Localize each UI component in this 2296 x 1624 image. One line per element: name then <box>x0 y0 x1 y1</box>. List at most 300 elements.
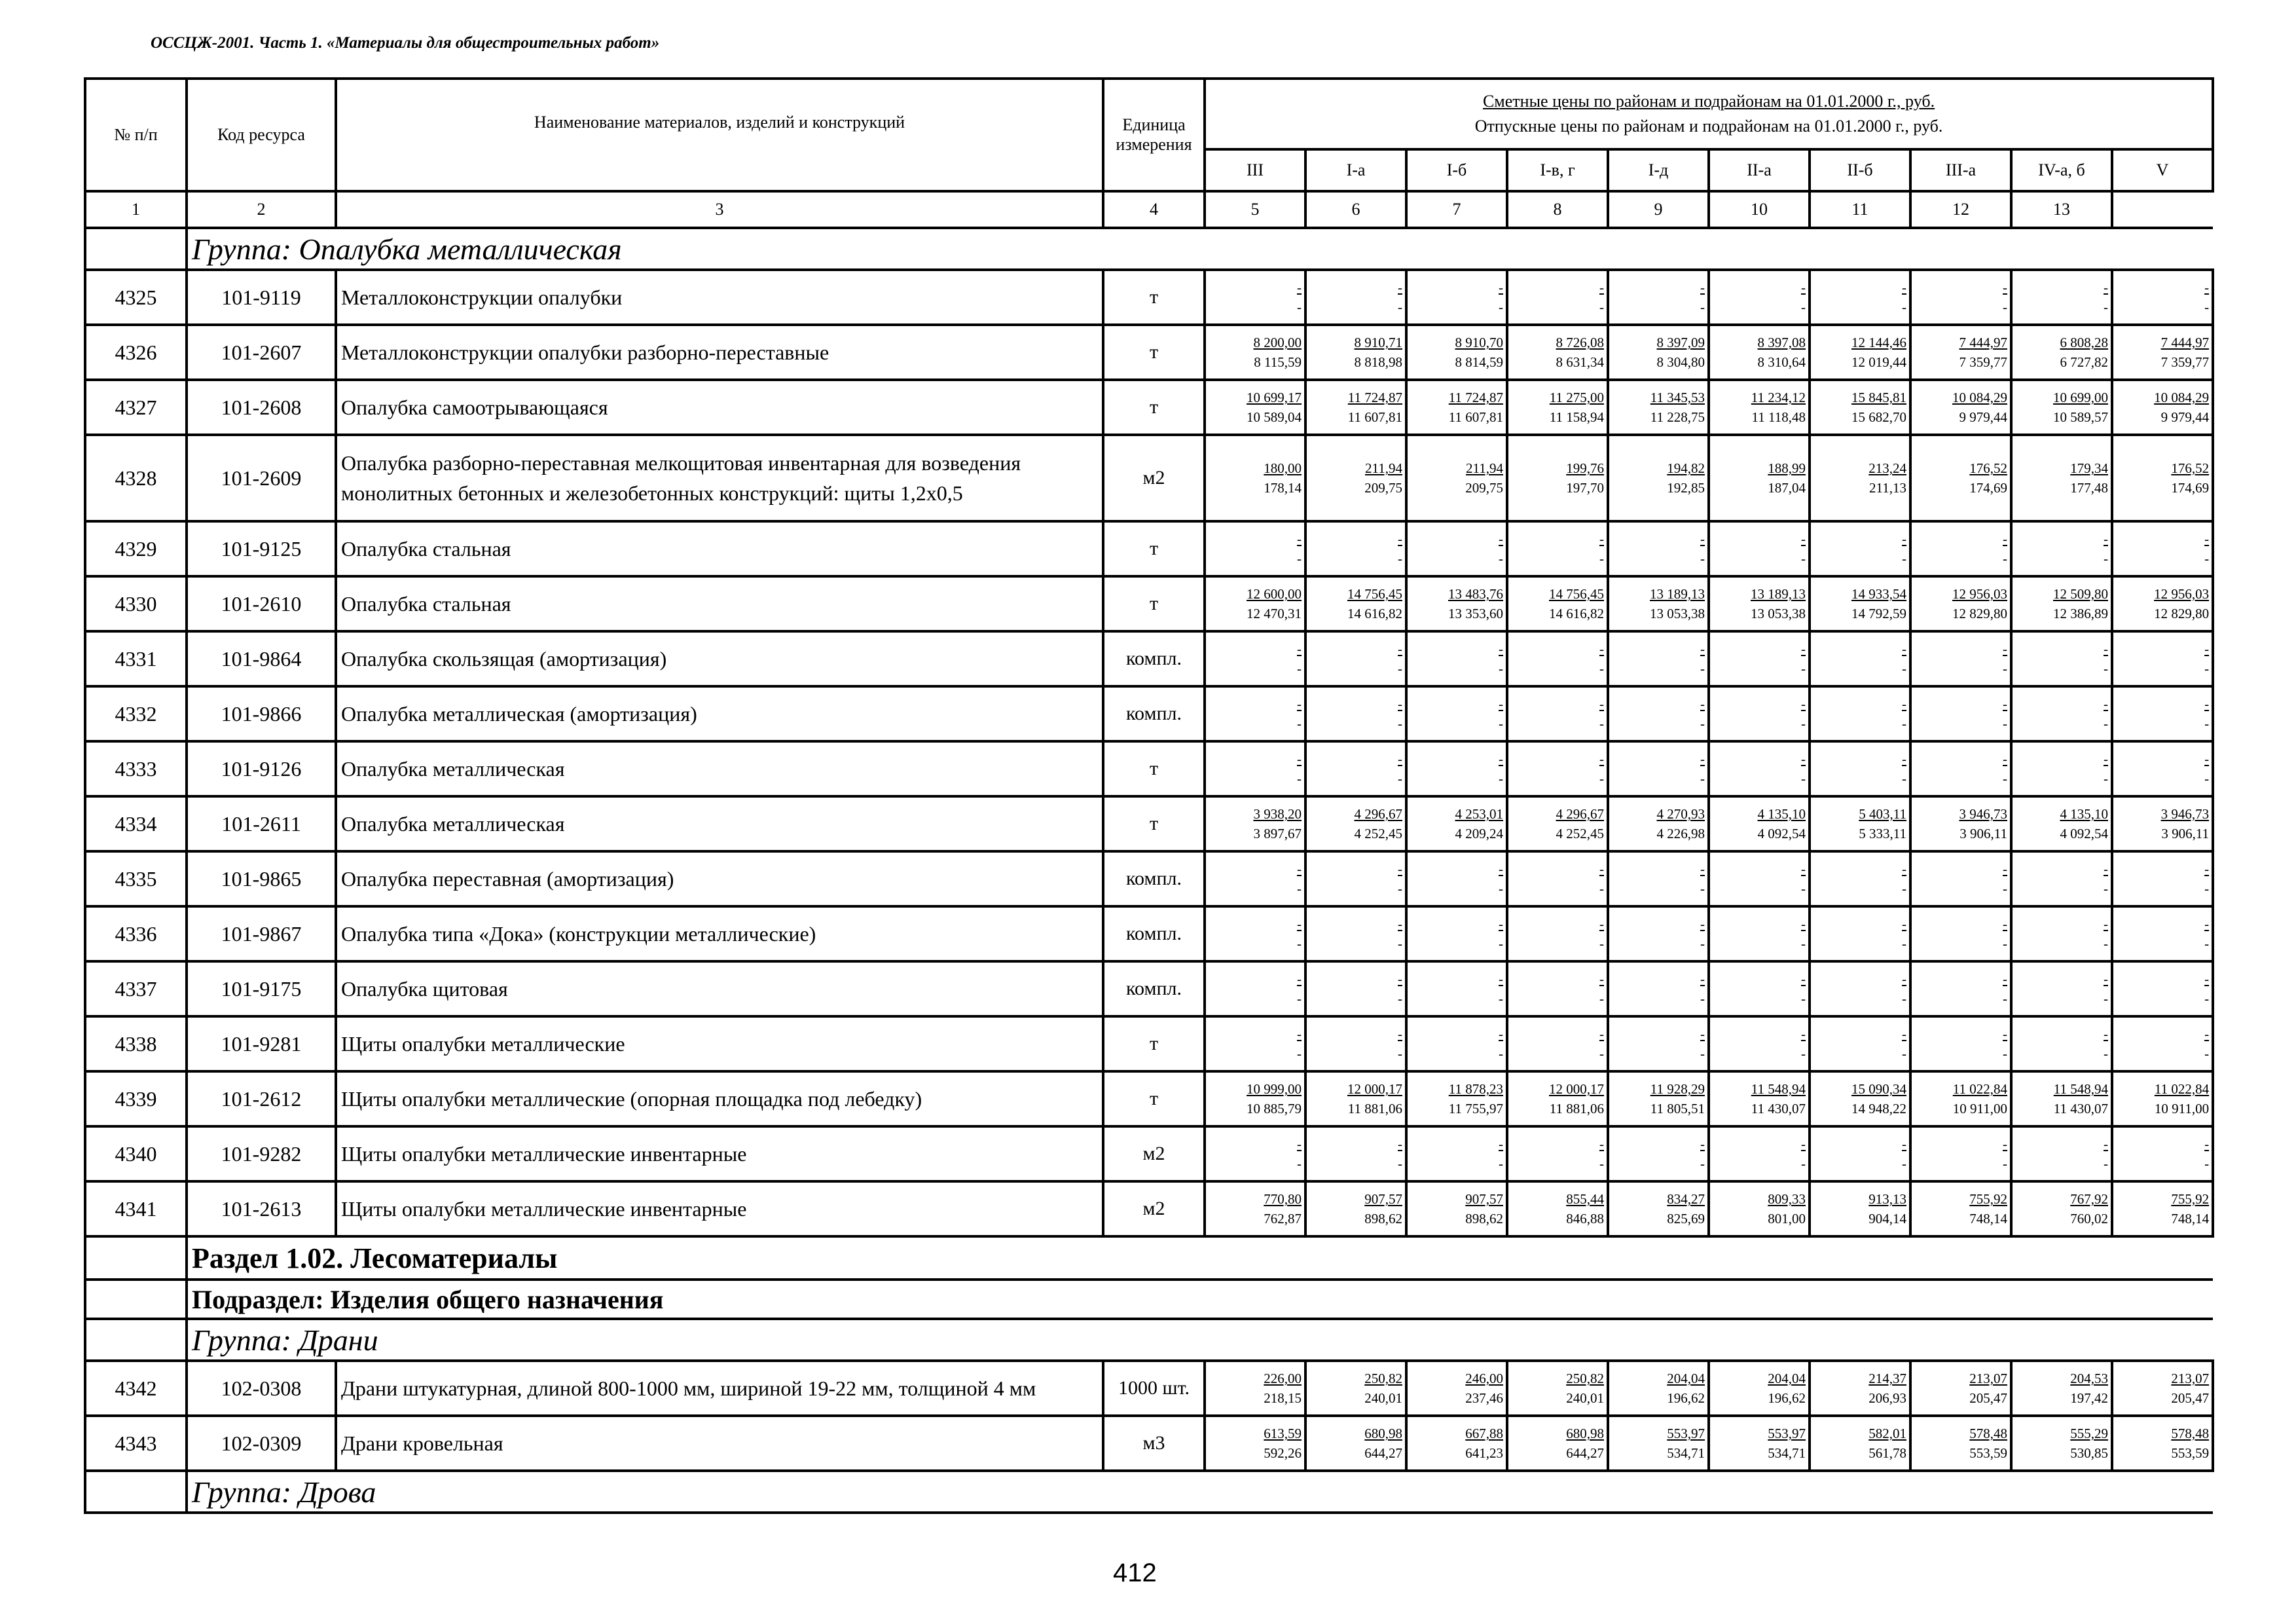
estimate-price: - <box>2204 1026 2210 1042</box>
material-name: Щиты опалубки металлические <box>336 1016 1103 1071</box>
release-price: - <box>1801 1156 1806 1172</box>
table-row <box>85 851 2213 906</box>
release-price: 205,47 <box>1969 1390 2007 1406</box>
release-price: - <box>2003 661 2007 676</box>
prices-title-estimate: Сметные цены по районам и подрайонам на 01.01.2000 г., руб. <box>1482 92 1935 111</box>
estimate-price: - <box>1902 1136 1906 1152</box>
table-body <box>85 228 2213 1513</box>
price-cell <box>1205 906 1305 961</box>
column-number-cell: 2 <box>187 191 336 228</box>
release-price: 13 053,38 <box>1751 606 1806 621</box>
price-cell <box>2011 380 2112 435</box>
release-price: 11 607,81 <box>1347 409 1402 425</box>
release-price: - <box>1499 551 1503 566</box>
resource-code: 101-2607 <box>187 325 336 380</box>
estimate-price: - <box>1801 751 1806 767</box>
estimate-price: - <box>1499 916 1503 932</box>
release-price: 11 607,81 <box>1448 409 1503 425</box>
estimate-price: - <box>1499 531 1503 547</box>
resource-code: 101-9281 <box>187 1016 336 1071</box>
estimate-price: - <box>1700 1026 1705 1042</box>
price-cell <box>2011 1361 2112 1416</box>
estimate-price: 14 756,45 <box>1549 586 1604 602</box>
price-cell <box>1810 435 1910 521</box>
estimate-price: 10 699,17 <box>1247 390 1302 405</box>
release-price: - <box>2104 299 2108 315</box>
price-cell <box>1205 521 1305 576</box>
release-price: 192,85 <box>1667 480 1705 496</box>
estimate-price: 11 878,23 <box>1448 1081 1503 1097</box>
resource-code: 101-9119 <box>187 270 336 325</box>
release-price: - <box>1700 936 1705 951</box>
release-price: - <box>2003 936 2007 951</box>
price-cell <box>1910 796 2011 851</box>
prices-title-release: Отпускные цены по районам и подрайонам на 01.01.2000 г., руб. <box>1474 117 1943 136</box>
price-cell <box>1709 741 1810 796</box>
estimate-price: - <box>2003 280 2007 295</box>
resource-code: 101-9867 <box>187 906 336 961</box>
price-cell <box>1406 741 1507 796</box>
release-price: 4 252,45 <box>1556 826 1604 841</box>
estimate-price: - <box>2204 280 2210 295</box>
price-cell <box>1305 1016 1406 1071</box>
release-price: 14 948,22 <box>1851 1101 1906 1116</box>
release-price: 10 911,00 <box>2154 1101 2210 1116</box>
empty-cell <box>85 228 187 270</box>
price-cell <box>1810 741 1910 796</box>
release-price: - <box>1297 299 1302 315</box>
unit-of-measure: компл. <box>1103 631 1205 686</box>
release-price: 644,27 <box>1364 1445 1402 1461</box>
release-price: - <box>1902 716 1906 731</box>
price-cell <box>1305 1416 1406 1471</box>
estimate-price: 14 933,54 <box>1851 586 1906 602</box>
price-cell <box>1709 631 1810 686</box>
release-price: - <box>2104 716 2108 731</box>
release-price: - <box>2104 936 2108 951</box>
resource-code: 101-9125 <box>187 521 336 576</box>
release-price: - <box>1902 1046 1906 1061</box>
unit-of-measure: м2 <box>1103 435 1205 521</box>
estimate-price: 680,98 <box>1364 1426 1402 1441</box>
region-header-cell: III-а <box>1910 149 2011 191</box>
estimate-price: 12 600,00 <box>1247 586 1302 602</box>
estimate-price: 194,82 <box>1667 460 1705 476</box>
release-price: - <box>1599 661 1604 676</box>
resource-code: 101-9282 <box>187 1126 336 1181</box>
estimate-price: - <box>2104 531 2108 547</box>
estimate-price: 211,94 <box>1466 460 1503 476</box>
release-price: 4 226,98 <box>1656 826 1705 841</box>
estimate-price: 250,82 <box>1566 1371 1604 1386</box>
release-price: 8 310,64 <box>1757 354 1806 370</box>
price-cell <box>1910 1181 2011 1236</box>
estimate-price: - <box>1297 861 1302 877</box>
estimate-price: - <box>1599 861 1604 877</box>
price-cell <box>1406 1416 1507 1471</box>
price-cell <box>2112 1361 2213 1416</box>
price-cell <box>1406 435 1507 521</box>
unit-of-measure: компл. <box>1103 961 1205 1016</box>
release-price: - <box>1297 771 1302 786</box>
estimate-price: 246,00 <box>1465 1371 1503 1386</box>
material-name: Опалубка стальная <box>336 521 1103 576</box>
price-cell <box>1810 325 1910 380</box>
release-price: - <box>1599 716 1604 731</box>
price-cell <box>1205 961 1305 1016</box>
release-price: 197,42 <box>2070 1390 2108 1406</box>
release-price: - <box>1499 771 1503 786</box>
unit-of-measure: м3 <box>1103 1416 1205 1471</box>
release-price: - <box>1499 1046 1503 1061</box>
unit-of-measure: т <box>1103 270 1205 325</box>
price-cell <box>1406 686 1507 741</box>
estimate-price: - <box>1398 1136 1402 1152</box>
estimate-price: - <box>1398 696 1402 712</box>
price-cell <box>1910 576 2011 631</box>
estimate-price: - <box>2204 971 2210 987</box>
release-price: - <box>1297 716 1302 731</box>
release-price: - <box>1700 881 1705 896</box>
release-price: - <box>2204 716 2210 731</box>
estimate-price: 907,57 <box>1364 1191 1402 1207</box>
empty-cell <box>85 1280 187 1319</box>
price-cell <box>1810 631 1910 686</box>
row-id: 4330 <box>85 576 187 631</box>
price-cell <box>1507 521 1608 576</box>
estimate-price: 767,92 <box>2070 1191 2108 1207</box>
estimate-price: 667,88 <box>1465 1426 1503 1441</box>
release-price: - <box>1700 991 1705 1006</box>
estimate-price: - <box>1297 280 1302 295</box>
estimate-price: 11 345,53 <box>1650 390 1705 405</box>
estimate-price: 11 724,87 <box>1448 390 1503 405</box>
price-cell <box>1709 1181 1810 1236</box>
unit-of-measure: м2 <box>1103 1126 1205 1181</box>
row-id: 4331 <box>85 631 187 686</box>
price-cell <box>1305 1361 1406 1416</box>
price-cell <box>1507 631 1608 686</box>
price-cell <box>2011 796 2112 851</box>
release-price: 8 631,34 <box>1556 354 1604 370</box>
estimate-price: 226,00 <box>1264 1371 1302 1386</box>
price-cell <box>1910 906 2011 961</box>
release-price: 174,69 <box>1969 480 2007 496</box>
unit-of-measure: 1000 шт. <box>1103 1361 1205 1416</box>
region-header-cell: II-б <box>1810 149 1910 191</box>
release-price: - <box>1700 716 1705 731</box>
release-price: 4 252,45 <box>1354 826 1402 841</box>
price-cell <box>1910 270 2011 325</box>
column-number-cell: 12 <box>1910 191 2011 228</box>
page-number: 412 <box>1113 1559 1157 1587</box>
row-id: 4339 <box>85 1071 187 1126</box>
unit-of-measure: компл. <box>1103 906 1205 961</box>
price-cell <box>1205 851 1305 906</box>
estimate-price: 10 084,29 <box>2154 390 2210 405</box>
price-cell <box>1810 796 1910 851</box>
price-cell <box>2112 906 2213 961</box>
row-id: 4327 <box>85 380 187 435</box>
price-cell <box>2011 435 2112 521</box>
price-cell <box>1205 796 1305 851</box>
estimate-price: - <box>2104 1136 2108 1152</box>
release-price: 12 470,31 <box>1247 606 1302 621</box>
price-cell <box>2112 270 2213 325</box>
price-cell <box>1910 1361 2011 1416</box>
estimate-price: 755,92 <box>1969 1191 2007 1207</box>
price-cell <box>2011 325 2112 380</box>
release-price: - <box>1599 551 1604 566</box>
estimate-price: 10 999,00 <box>1247 1081 1302 1097</box>
estimate-price: - <box>1499 280 1503 295</box>
estimate-price: - <box>1801 280 1806 295</box>
release-price: - <box>1297 661 1302 676</box>
release-price: - <box>1801 1046 1806 1061</box>
price-cell <box>1709 1126 1810 1181</box>
group-title: Группа: Опалубка металлическая <box>187 228 2213 270</box>
estimate-price: - <box>1398 751 1402 767</box>
release-price: - <box>1398 1156 1402 1172</box>
estimate-price: - <box>1801 531 1806 547</box>
estimate-price: 204,04 <box>1768 1371 1806 1386</box>
release-price: 206,93 <box>1868 1390 1906 1406</box>
price-cell <box>1507 325 1608 380</box>
release-price: 196,62 <box>1667 1390 1705 1406</box>
price-cell <box>1810 686 1910 741</box>
release-price: - <box>2204 1046 2210 1061</box>
material-name: Опалубка металлическая <box>336 741 1103 796</box>
group-title: Группа: Драни <box>187 1319 2213 1361</box>
release-price: - <box>2003 881 2007 896</box>
estimate-price: - <box>2003 971 2007 987</box>
estimate-price: 770,80 <box>1264 1191 1302 1207</box>
estimate-price: 11 548,94 <box>2053 1081 2108 1097</box>
empty-cell <box>85 1471 187 1513</box>
release-price: 7 359,77 <box>2160 354 2210 370</box>
release-price: - <box>2204 1156 2210 1172</box>
release-price: - <box>1599 771 1604 786</box>
release-price: 12 019,44 <box>1851 354 1906 370</box>
column-number-cell: 9 <box>1608 191 1709 228</box>
estimate-price: - <box>1398 916 1402 932</box>
estimate-price: - <box>1902 696 1906 712</box>
release-price: - <box>1297 1046 1302 1061</box>
release-price: 8 814,59 <box>1455 354 1503 370</box>
region-header-cell: I-б <box>1406 149 1507 191</box>
price-cell <box>1608 906 1709 961</box>
release-price: - <box>2104 991 2108 1006</box>
estimate-price: - <box>1499 696 1503 712</box>
material-name: Драни штукатурная, длиной 800-1000 мм, шириной 19-22 мм, толщиной 4 мм <box>336 1361 1103 1416</box>
estimate-price: - <box>1902 1026 1906 1042</box>
unit-of-measure: т <box>1103 576 1205 631</box>
estimate-price: 12 000,17 <box>1549 1081 1604 1097</box>
price-cell <box>1406 851 1507 906</box>
release-price: 12 829,80 <box>2154 606 2210 621</box>
release-price: 3 906,11 <box>1959 826 2007 841</box>
release-price: - <box>1398 661 1402 676</box>
table-row <box>85 380 2213 435</box>
release-price: - <box>1499 936 1503 951</box>
release-price: - <box>1297 936 1302 951</box>
price-cell <box>2112 851 2213 906</box>
release-price: - <box>1700 551 1705 566</box>
price-cell <box>1709 576 1810 631</box>
estimate-price: 11 234,12 <box>1751 390 1806 405</box>
price-cell <box>2112 796 2213 851</box>
release-price: - <box>2204 881 2210 896</box>
release-price: 8 115,59 <box>1254 354 1302 370</box>
price-cell <box>1608 1126 1709 1181</box>
estimate-price: - <box>1599 971 1604 987</box>
resource-code: 101-9865 <box>187 851 336 906</box>
release-price: - <box>1902 771 1906 786</box>
release-price: - <box>1398 991 1402 1006</box>
estimate-price: - <box>2104 971 2108 987</box>
release-price: - <box>1801 551 1806 566</box>
release-price: - <box>2204 299 2210 315</box>
release-price: 6 727,82 <box>2060 354 2108 370</box>
release-price: 211,13 <box>1869 480 1906 496</box>
row-id: 4333 <box>85 741 187 796</box>
estimate-price: - <box>2204 641 2210 657</box>
region-header-cell: IV-а, б <box>2011 149 2112 191</box>
price-cell <box>1910 1071 2011 1126</box>
release-price: 898,62 <box>1364 1211 1402 1227</box>
release-price: - <box>1398 716 1402 731</box>
material-name: Опалубка самоотрывающаяся <box>336 380 1103 435</box>
release-price: - <box>1398 771 1402 786</box>
estimate-price: - <box>1902 641 1906 657</box>
release-price: 11 228,75 <box>1650 409 1705 425</box>
estimate-price: 7 444,97 <box>1959 335 2007 350</box>
material-name: Опалубка металлическая <box>336 796 1103 851</box>
price-cell <box>1406 1126 1507 1181</box>
estimate-price: 13 189,13 <box>1751 586 1806 602</box>
resource-code: 101-2613 <box>187 1181 336 1236</box>
price-cell <box>1709 435 1810 521</box>
estimate-price: 188,99 <box>1768 460 1806 476</box>
release-price: 10 911,00 <box>1952 1101 2007 1116</box>
release-price: 898,62 <box>1465 1211 1503 1227</box>
estimate-price: - <box>2204 1136 2210 1152</box>
release-price: - <box>1499 991 1503 1006</box>
price-cell <box>1305 961 1406 1016</box>
row-id: 4342 <box>85 1361 187 1416</box>
price-cell <box>1910 1126 2011 1181</box>
estimate-price: - <box>1700 971 1705 987</box>
release-price: - <box>2104 1156 2108 1172</box>
estimate-price: 8 910,70 <box>1455 335 1503 350</box>
estimate-price: - <box>1700 916 1705 932</box>
table-row <box>85 1071 2213 1126</box>
release-price: 561,78 <box>1868 1445 1906 1461</box>
price-cell <box>1810 1181 1910 1236</box>
price-cell <box>1608 325 1709 380</box>
release-price: 534,71 <box>1768 1445 1806 1461</box>
estimate-price: - <box>1499 861 1503 877</box>
price-cell <box>1507 435 1608 521</box>
estimate-price: - <box>1801 641 1806 657</box>
price-cell <box>1709 1361 1810 1416</box>
price-cell <box>2112 325 2213 380</box>
resource-code: 101-2609 <box>187 435 336 521</box>
release-price: - <box>2204 661 2210 676</box>
table-row <box>85 521 2213 576</box>
estimate-price: - <box>1599 531 1604 547</box>
price-cell <box>1406 631 1507 686</box>
price-cell <box>2112 631 2213 686</box>
price-cell <box>2011 741 2112 796</box>
price-cell <box>1709 1416 1810 1471</box>
estimate-price: 176,52 <box>1969 460 2007 476</box>
price-cell <box>1709 961 1810 1016</box>
col-header-id: № п/п <box>85 79 187 191</box>
price-cell <box>1709 325 1810 380</box>
material-name: Опалубка щитовая <box>336 961 1103 1016</box>
price-cell <box>1810 270 1910 325</box>
release-price: - <box>2104 1046 2108 1061</box>
release-price: 553,59 <box>1969 1445 2007 1461</box>
price-cell <box>2011 1016 2112 1071</box>
estimate-price: - <box>2104 641 2108 657</box>
price-cell <box>1810 380 1910 435</box>
resource-code: 102-0308 <box>187 1361 336 1416</box>
row-id: 4337 <box>85 961 187 1016</box>
release-price: - <box>1599 936 1604 951</box>
price-cell <box>1910 1016 2011 1071</box>
estimate-price: - <box>1297 696 1302 712</box>
estimate-price: - <box>1902 280 1906 295</box>
estimate-price: 13 189,13 <box>1650 586 1705 602</box>
release-price: 530,85 <box>2070 1445 2108 1461</box>
price-cell <box>1910 521 2011 576</box>
price-cell <box>1709 686 1810 741</box>
price-cell <box>1305 906 1406 961</box>
release-price: 13 353,60 <box>1448 606 1503 621</box>
page-header-title: ОССЦЖ-2001. Часть 1. «Материалы для общестроительных работ» <box>151 34 660 52</box>
release-price: 846,88 <box>1566 1211 1604 1227</box>
price-cell <box>1406 270 1507 325</box>
price-cell <box>1507 961 1608 1016</box>
row-id: 4328 <box>85 435 187 521</box>
price-cell <box>1205 1361 1305 1416</box>
price-cell <box>1205 741 1305 796</box>
column-number-cell: 4 <box>1103 191 1205 228</box>
price-cell <box>2112 961 2213 1016</box>
release-price: - <box>1801 771 1806 786</box>
price-cell <box>2011 851 2112 906</box>
estimate-price: 5 403,11 <box>1859 806 1906 822</box>
unit-of-measure: т <box>1103 741 1205 796</box>
estimate-price: 204,04 <box>1667 1371 1705 1386</box>
release-price: 9 979,44 <box>2160 409 2210 425</box>
price-cell <box>2011 1416 2112 1471</box>
release-price: 4 209,24 <box>1455 826 1503 841</box>
estimate-price: 907,57 <box>1465 1191 1503 1207</box>
estimate-price: 12 509,80 <box>2053 586 2108 602</box>
material-name: Щиты опалубки металлические инвентарные <box>336 1126 1103 1181</box>
release-price: - <box>1599 991 1604 1006</box>
release-price: - <box>1599 1046 1604 1061</box>
estimate-price: 11 724,87 <box>1347 390 1402 405</box>
price-cell <box>1910 961 2011 1016</box>
estimate-price: - <box>2104 861 2108 877</box>
release-price: 237,46 <box>1465 1390 1503 1406</box>
estimate-price: - <box>1297 916 1302 932</box>
material-name: Драни кровельная <box>336 1416 1103 1471</box>
